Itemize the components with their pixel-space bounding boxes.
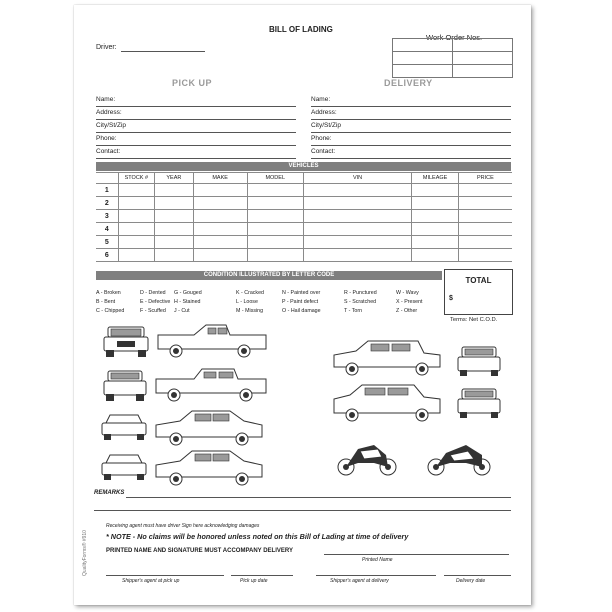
column-header: YEAR: [155, 173, 193, 184]
vehicle-cell[interactable]: [155, 249, 193, 262]
total-box[interactable]: [444, 269, 513, 315]
pickup-side-diagram-2: [156, 369, 266, 401]
vehicle-cell[interactable]: [247, 184, 303, 197]
delivery-contact-field[interactable]: [311, 158, 511, 159]
column-header: VIN: [303, 173, 412, 184]
vehicle-cell[interactable]: [247, 236, 303, 249]
motorcycle-right-diagram: [428, 445, 490, 475]
vehicle-row: [96, 223, 512, 236]
column-header: MODEL: [247, 173, 303, 184]
remarks-field-2[interactable]: [94, 510, 511, 511]
pickup-phone-label: Phone:: [96, 135, 117, 142]
condition-code: T - Torn: [344, 308, 363, 314]
sedan-side-diagram-2: [156, 451, 262, 485]
vehicles-heading: VEHICLES: [96, 162, 511, 171]
vehicle-cell[interactable]: [412, 184, 458, 197]
vehicle-cell[interactable]: [458, 223, 512, 236]
vehicle-cell[interactable]: [193, 197, 247, 210]
pickup-city-field[interactable]: [96, 132, 296, 133]
vehicle-cell[interactable]: [155, 236, 193, 249]
vehicle-cell[interactable]: [247, 197, 303, 210]
vehicle-cell[interactable]: [303, 223, 412, 236]
vehicle-cell[interactable]: [247, 223, 303, 236]
work-order-box[interactable]: [392, 64, 453, 78]
vehicle-cell[interactable]: [193, 184, 247, 197]
driver-field[interactable]: [121, 51, 205, 52]
condition-code: O - Hail damage: [282, 308, 321, 314]
vehicle-row: [96, 236, 512, 249]
pickup-side-diagram: [158, 325, 266, 357]
vehicle-cell[interactable]: [412, 197, 458, 210]
vehicle-cell[interactable]: [155, 184, 193, 197]
remarks-field[interactable]: [126, 497, 511, 498]
vehicle-cell[interactable]: [118, 223, 155, 236]
delivery-city-field[interactable]: [311, 132, 511, 133]
vehicle-cell[interactable]: [458, 210, 512, 223]
shipper-delivery-signature[interactable]: [316, 575, 436, 576]
vehicle-row: [96, 210, 512, 223]
vehicle-cell[interactable]: [118, 197, 155, 210]
vehicle-cell[interactable]: [303, 236, 412, 249]
signature-caption: Shipper's agent at delivery: [330, 578, 389, 584]
condition-code: D - Dented: [140, 290, 166, 296]
pickup-front-diagram: [104, 327, 148, 357]
pickup-name-field[interactable]: [96, 106, 296, 107]
vehicle-cell[interactable]: [193, 236, 247, 249]
vehicle-cell[interactable]: [412, 249, 458, 262]
condition-code: E - Defective: [140, 299, 171, 305]
vehicle-cell[interactable]: [193, 249, 247, 262]
suv-side-diagram: [334, 341, 440, 375]
condition-code: A - Broken: [96, 290, 121, 296]
remarks-label: REMARKS: [94, 490, 125, 496]
vehicle-cell[interactable]: [155, 223, 193, 236]
work-order-box[interactable]: [452, 51, 513, 65]
vehicle-cell[interactable]: [193, 223, 247, 236]
vehicle-diagrams[interactable]: [94, 323, 514, 491]
agent-note: Receiving agent must have driver Sign here acknowledging damages: [106, 523, 260, 529]
motorcycle-left-diagram: [338, 445, 396, 475]
pickup-heading: PICK UP: [172, 78, 213, 88]
suv-rear-diagram: [458, 389, 500, 418]
side-brand-text: QualityForms® #910: [81, 530, 88, 576]
claims-note: * NOTE - No claims will be honored unless noted on this Bill of Lading at time of delivery: [106, 532, 409, 541]
vehicle-row-number: 4: [96, 223, 118, 236]
vehicle-cell[interactable]: [118, 210, 155, 223]
shipper-pickup-signature[interactable]: [106, 575, 224, 576]
vehicle-cell[interactable]: [118, 184, 155, 197]
work-order-box[interactable]: [452, 38, 513, 52]
delivery-contact-label: Contact:: [311, 148, 336, 155]
vehicle-row-number: 5: [96, 236, 118, 249]
printed-name-instruction: PRINTED NAME AND SIGNATURE MUST ACCOMPANY DELIVERY: [106, 548, 294, 554]
vehicle-cell[interactable]: [412, 223, 458, 236]
driver-label: Driver:: [96, 44, 117, 51]
suv-side-diagram-2: [334, 385, 440, 421]
column-header: PRICE: [458, 173, 512, 184]
sedan-rear-diagram: [102, 455, 146, 480]
pickup-rear-diagram: [104, 371, 146, 401]
delivery-city-label: City/St/Zip: [311, 122, 341, 129]
pickup-address-label: Address:: [96, 109, 122, 116]
vehicle-row: [96, 197, 512, 210]
delivery-phone-field[interactable]: [311, 145, 511, 146]
sedan-side-diagram: [156, 411, 262, 445]
condition-code: P - Paint defect: [282, 299, 319, 305]
delivery-name-label: Name:: [311, 96, 331, 103]
pickup-name-label: Name:: [96, 96, 116, 103]
vehicle-cell[interactable]: [303, 249, 412, 262]
total-currency: $: [449, 295, 453, 302]
row-number-header: [96, 173, 118, 184]
vehicle-row-number: 2: [96, 197, 118, 210]
vehicle-row: [96, 184, 512, 197]
vehicle-cell[interactable]: [303, 184, 412, 197]
sedan-front-diagram: [102, 415, 146, 440]
vehicle-cell[interactable]: [458, 249, 512, 262]
form-title: BILL OF LADING: [269, 25, 333, 34]
vehicle-cell[interactable]: [247, 210, 303, 223]
vehicle-cell[interactable]: [118, 236, 155, 249]
vehicle-cell[interactable]: [247, 249, 303, 262]
delivery-heading: DELIVERY: [384, 78, 433, 88]
vehicle-cell[interactable]: [458, 197, 512, 210]
delivery-date-field[interactable]: [444, 575, 511, 576]
vehicle-cell[interactable]: [303, 210, 412, 223]
vehicle-cell[interactable]: [458, 236, 512, 249]
vehicle-cell[interactable]: [458, 184, 512, 197]
vehicle-cell[interactable]: [193, 210, 247, 223]
vehicle-cell[interactable]: [303, 197, 412, 210]
column-header: MILEAGE: [412, 173, 458, 184]
suv-front-diagram: [458, 347, 500, 376]
pickup-date-field[interactable]: [231, 575, 293, 576]
vehicle-row-number: 1: [96, 184, 118, 197]
vehicle-row-number: 6: [96, 249, 118, 262]
printed-name-caption: Printed Name: [362, 557, 393, 563]
vehicles-table-body: [96, 184, 512, 262]
vehicle-cell[interactable]: [412, 210, 458, 223]
condition-code: M - Missing: [236, 308, 264, 314]
bill-of-lading-form: [74, 5, 531, 605]
condition-code: F - Scuffed: [140, 308, 166, 314]
column-header: STOCK #: [118, 173, 155, 184]
condition-code: S - Scratched: [344, 299, 377, 305]
work-order-box[interactable]: [392, 38, 453, 52]
vehicle-cell[interactable]: [155, 197, 193, 210]
condition-code: W - Wavy: [396, 290, 419, 296]
condition-code: C - Chipped: [96, 308, 125, 314]
work-order-label: Work Order Nos.: [426, 33, 483, 42]
delivery-name-field[interactable]: [311, 106, 511, 107]
work-order-box[interactable]: [392, 51, 453, 65]
condition-code: J - Cut: [174, 308, 190, 314]
condition-code: N - Painted over: [282, 290, 321, 296]
condition-code: H - Stained: [174, 299, 201, 305]
condition-code: X - Present: [396, 299, 423, 305]
condition-code: B - Bent: [96, 299, 116, 305]
pickup-address-field[interactable]: [96, 119, 296, 120]
condition-code: Z - Other: [396, 308, 418, 314]
vehicles-table: [96, 172, 512, 262]
work-order-box[interactable]: [452, 64, 513, 78]
signature-caption: Shipper's agent at pick up: [122, 578, 180, 584]
vehicle-cell[interactable]: [155, 210, 193, 223]
signature-caption: Delivery date: [456, 578, 486, 584]
pickup-contact-field[interactable]: [96, 158, 296, 159]
condition-code: L - Loose: [236, 299, 258, 305]
vehicle-cell[interactable]: [118, 249, 155, 262]
pickup-city-label: City/St/Zip: [96, 122, 126, 129]
vehicle-row-number: 3: [96, 210, 118, 223]
column-header: MAKE: [193, 173, 247, 184]
delivery-address-field[interactable]: [311, 119, 511, 120]
signature-caption: Pick up date: [240, 578, 268, 584]
delivery-phone-label: Phone:: [311, 135, 332, 142]
printed-name-field[interactable]: [324, 554, 509, 555]
pickup-phone-field[interactable]: [96, 145, 296, 146]
vehicle-cell[interactable]: [412, 236, 458, 249]
vehicle-row: [96, 249, 512, 262]
terms-text: Terms: Net C.O.D.: [450, 317, 498, 323]
condition-code: K - Cracked: [236, 290, 264, 296]
total-label: TOTAL: [465, 276, 492, 285]
condition-code: G - Gouged: [174, 290, 202, 296]
pickup-contact-label: Contact:: [96, 148, 121, 155]
condition-code: R - Punctured: [344, 290, 377, 296]
delivery-address-label: Address:: [311, 109, 337, 116]
condition-heading: CONDITION ILLUSTRATED BY LETTER CODE: [96, 271, 442, 280]
